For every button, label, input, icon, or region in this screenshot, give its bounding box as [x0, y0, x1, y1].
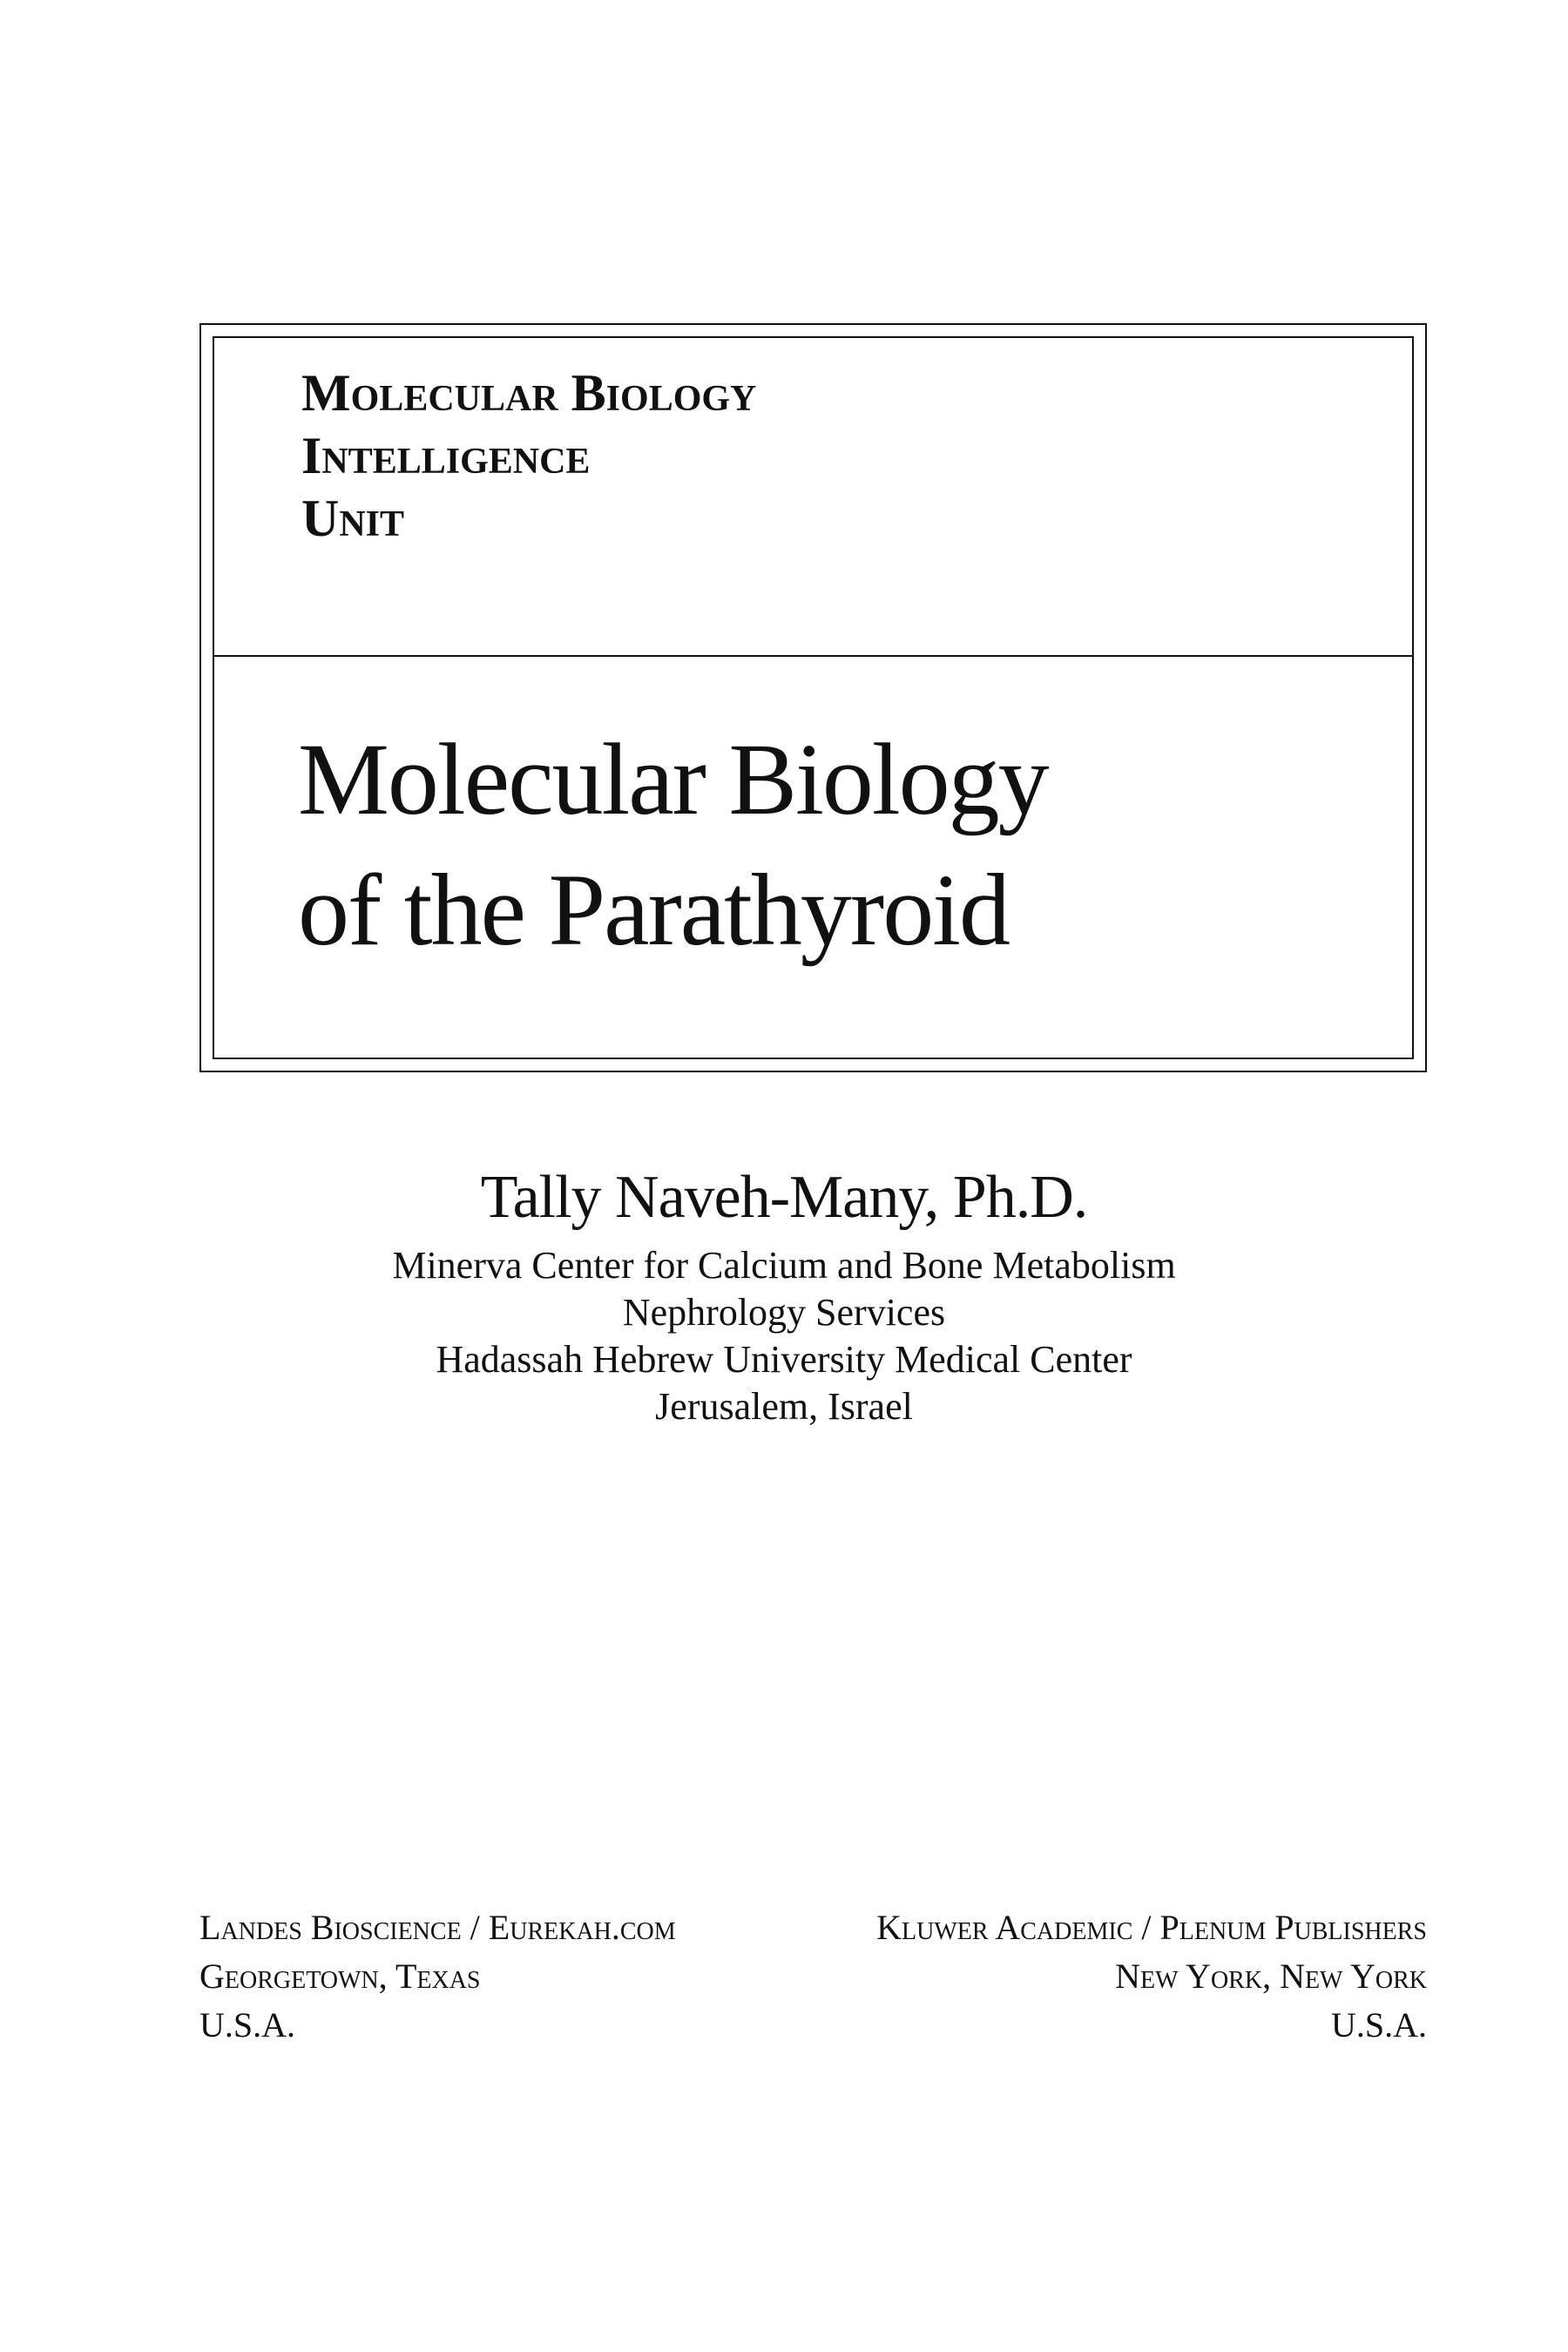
publisher-left-line-1: Landes Bioscience / Eurekah.com: [199, 1908, 676, 1947]
publisher-right: [876, 1903, 1427, 2050]
affiliation-line-3: Hadassah Hebrew University Medical Center: [436, 1338, 1132, 1381]
publisher-right-line-2: New York, New York: [1115, 1957, 1427, 1996]
affiliation-line-2: Nephrology Services: [622, 1291, 946, 1334]
affiliation-line-1: Minerva Center for Calcium and Bone Metabolism: [392, 1244, 1176, 1287]
publisher-left-line-2: Georgetown, Texas: [199, 1957, 481, 1996]
book-title-line-1: Molecular Biology: [298, 722, 1048, 836]
author-name: Tally Naveh-Many, Ph.D.: [480, 1164, 1088, 1231]
series-title: [301, 362, 756, 550]
publisher-right-line-1: Kluwer Academic / Plenum Publishers: [876, 1908, 1427, 1947]
publisher-left: [199, 1903, 676, 2050]
series-title-line-1: Molecular Biology: [301, 364, 757, 422]
book-title-line-2: of the Parathyroid: [298, 853, 1009, 967]
series-title-line-2: Intelligence: [301, 427, 591, 484]
affiliation-line-4: Jerusalem, Israel: [655, 1385, 913, 1428]
publisher-left-line-3: U.S.A.: [199, 2005, 296, 2044]
publisher-right-line-3: U.S.A.: [1330, 2005, 1427, 2044]
series-title-line-3: Unit: [301, 490, 405, 547]
frame-divider: [213, 655, 1414, 657]
author-block: [0, 1159, 1568, 1430]
book-title: [298, 714, 1048, 976]
